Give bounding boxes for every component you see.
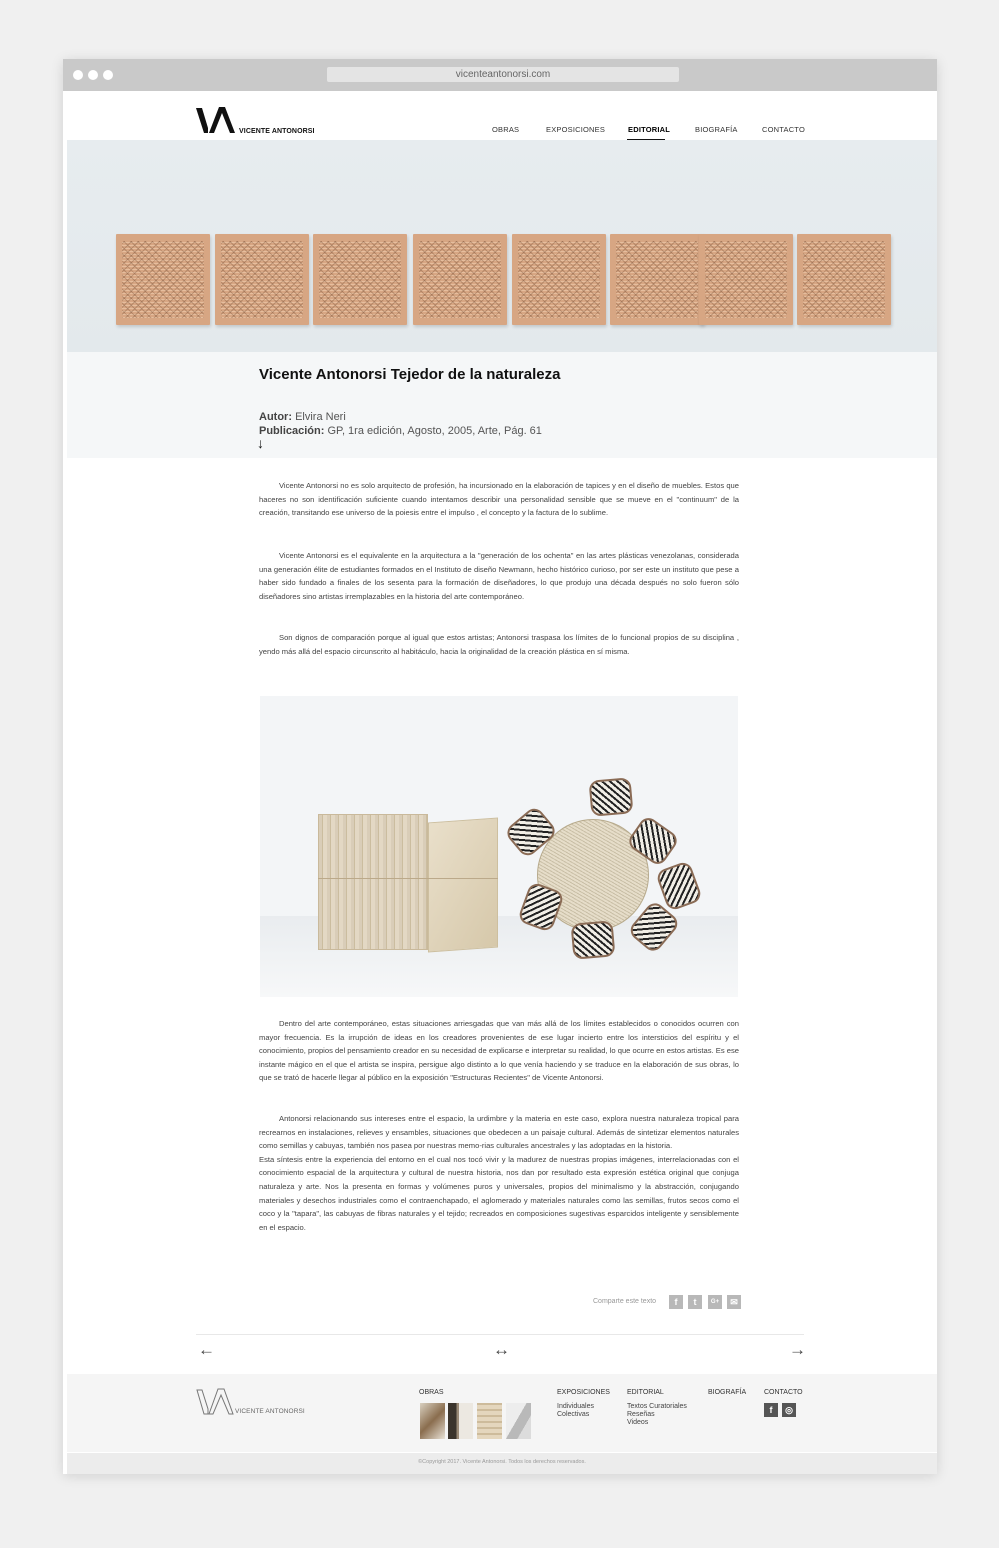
prev-arrow-icon[interactable]: ← [198, 1340, 215, 1359]
footer-contacto[interactable]: CONTACTO [764, 1389, 803, 1396]
woven-cone [655, 860, 703, 912]
window-dot-icon [88, 70, 98, 80]
footer-obras[interactable]: OBRAS [419, 1389, 444, 1396]
google-plus-icon[interactable]: G+ [708, 1295, 722, 1309]
publication-value: GP, 1ra edición, Agosto, 2005, Arte, Pág. 61 [327, 425, 542, 437]
woven-tile [413, 234, 507, 325]
footer-biografia[interactable]: BIOGRAFÍA [708, 1389, 747, 1396]
browser-window [63, 59, 937, 1474]
arrow-down-icon[interactable]: ↓ [257, 435, 264, 451]
woven-tile [797, 234, 891, 325]
woven-tile [116, 234, 210, 325]
browser-chrome [63, 59, 937, 91]
footer-exposiciones[interactable]: EXPOSICIONES [557, 1389, 610, 1396]
copyright-text: ©Copyright 2017. Vicente Antonorsi. Todos los derechos reservados. [418, 1459, 586, 1465]
woven-tile [313, 234, 407, 325]
window-dot-icon [73, 70, 83, 80]
facebook-icon[interactable]: f [764, 1403, 778, 1417]
author-label: Autor: [259, 411, 292, 423]
footer-editorial[interactable]: EDITORIAL [627, 1389, 664, 1396]
sculpture-photo [260, 696, 738, 997]
article-paragraph: Vicente Antonorsi no es solo arquitecto de profesión, ha incursionado en la elaboración de tapices y en el diseño de muebles. Estos que haceres no son identificación suficiente cuando intentamos describir una personalidad sensible que se mueve en el "continuum" de la creación, transitando ese universo de la poiesis entre el impulso , el concepto y la factura de lo sublime. [259, 481, 739, 518]
article-header [67, 352, 937, 458]
woven-cone [571, 920, 616, 960]
woven-cone [589, 777, 634, 817]
va-logo-icon[interactable] [196, 105, 238, 137]
window-dot-icon [103, 70, 113, 80]
publication-label: Publicación: [259, 425, 325, 437]
footer-link-resenas[interactable]: Reseñas [627, 1411, 655, 1418]
nav-exposiciones[interactable]: EXPOSICIONES [546, 125, 606, 134]
wood-cube [318, 814, 428, 950]
nav-contacto[interactable]: CONTACTO [762, 125, 805, 134]
woven-tile [699, 234, 793, 325]
hero-image [67, 140, 937, 352]
article-paragraph: Vicente Antonorsi es el equivalente en la arquitectura a la "generación de los ochenta" en las artes plásticas venezolanas, considerada una generación élite de estudiantes formados en el Instituto de diseño Newmann, hecho histórico curioso, por ser este un instituto que pese a haber sido fundado a finales de los sesenta para la formación de diseñadores, lo que produjo una década después no solo fueron sólo diseñadores sino artistas irremplazables en la historia del arte contemporáneo. [259, 551, 739, 601]
footer-link-videos[interactable]: Videos [627, 1419, 649, 1426]
article-paragraph: Antonorsi relacionando sus intereses entre el espacio, la urdimbre y la materia en este caso, explora nuestra naturaleza tropical para recrearnos en instalaciones, relieves y ensambles, situaciones que obedecen a un paisaje cultural. Además de sintetizar elementos naturales como semillas y cabuyas, también nos pasea por nuestras memo-rias culturales ancestrales y las adoptadas en la historia. Esta síntesis entre la experiencia del entorno en el cual nos tocó vivir y la madurez de nuestras propias imágenes, interrelacionadas con el conocimiento espacial de la arquitectura y cultural de nuestra historia, nos dan por resultado esta expresión estética original que conjuga naturaleza y arte. Nos la presenta en formas y volúmenes puros y universales, propios del minimalismo y la abstracción, conjugando materiales y desechos industriales como el contraenchapado, el aglomerado y materiales naturales como las semillas, frutos secos como el coco y la "tapara", las cabuyas de fibras naturales y el tejido; recreados en composiciones sugestivas esparcidos inteligente y sensiblemente en el espacio. [259, 1114, 739, 1232]
article-author [259, 411, 346, 423]
facebook-icon[interactable]: f [669, 1295, 683, 1309]
nav-obras[interactable]: OBRAS [492, 125, 520, 134]
footer-link-colectivas[interactable]: Colectivas [557, 1411, 590, 1418]
wood-cube [428, 818, 498, 953]
logo-text[interactable]: VICENTE ANTONORSI [239, 128, 315, 135]
woven-tile [610, 234, 704, 325]
site-header [63, 91, 937, 140]
obra-thumbnail[interactable] [448, 1403, 473, 1439]
obra-thumbnail[interactable] [420, 1403, 445, 1439]
all-articles-icon[interactable]: ↔ [493, 1340, 510, 1359]
obra-thumbnail[interactable] [506, 1403, 531, 1439]
email-icon[interactable]: ✉ [727, 1295, 741, 1309]
footer-link-textos[interactable]: Textos Curatoriales [627, 1403, 687, 1410]
article-title: Vicente Antonorsi Tejedor de la naturaleza [259, 366, 561, 383]
copyright-bar [67, 1453, 937, 1474]
footer-link-individuales[interactable]: Individuales [557, 1403, 594, 1410]
woven-tile [215, 234, 309, 325]
woven-tile [512, 234, 606, 325]
footer-logo-text[interactable]: VICENTE ANTONORSI [235, 1408, 305, 1415]
twitter-icon[interactable]: t [688, 1295, 702, 1309]
nav-editorial[interactable]: EDITORIAL [628, 125, 671, 134]
va-logo-outline-icon[interactable] [196, 1387, 236, 1417]
article-paragraph: Dentro del arte contemporáneo, estas situaciones arriesgadas que van más allá de los límites establecidos o conocidos ocurren con mayor frecuencia. Es la irrupción de ideas en los creadores provenientes de ese lugar incierto entre los intersticios del espíritu y el conocimiento, propios del pensamiento creador en su necesidad de explicarse e interpretar su realidad, lo que ocurre en estos artistas. Es ese instante mágico en el que el artista se inspira, persigue algo distinto a lo que venía haciendo y se traduce en la elaboración de sus obras, lo que se trató de hacerle llegar al público en la exposición "Estructuras Recientes" de Vicente Antonorsi. [259, 1019, 739, 1083]
author-name: Elvira Neri [295, 411, 346, 423]
divider [196, 1334, 804, 1335]
nav-biografia[interactable]: BIOGRAFÍA [695, 125, 738, 134]
article-paragraph: Son dignos de comparación porque al igual que estos artistas; Antonorsi traspasa los límites de lo funcional propios de su disciplina , yendo más allá del espacio circunscrito al habitáculo, hacia la originalidad de la creación plástica en sí misma. [259, 633, 739, 656]
next-arrow-icon[interactable]: → [789, 1340, 806, 1359]
article-publication [259, 425, 542, 437]
instagram-icon[interactable]: ◎ [782, 1403, 796, 1417]
share-label: Comparte este texto [593, 1298, 657, 1305]
address-bar[interactable]: vicenteantonorsi.com [327, 67, 679, 82]
obra-thumbnail[interactable] [477, 1403, 502, 1439]
